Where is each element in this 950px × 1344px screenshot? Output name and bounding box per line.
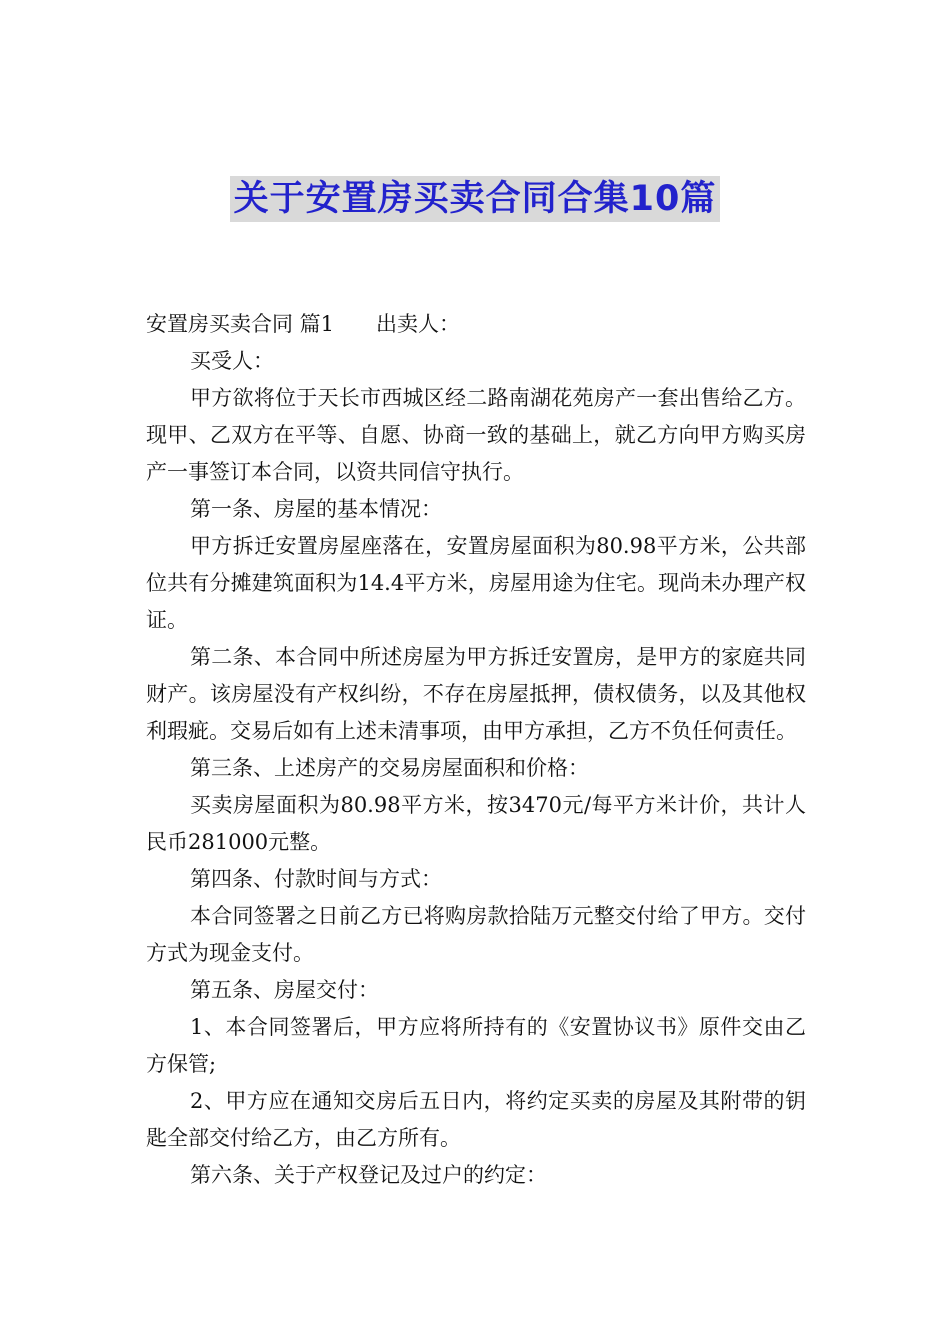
article-4-heading: 第四条、付款时间与方式： — [190, 867, 442, 891]
article-5-heading: 第五条、房屋交付： — [190, 978, 379, 1002]
title-container — [0, 176, 950, 222]
document-title: 关于安置房买卖合同合集10篇 — [230, 176, 721, 222]
contract-heading: 安置房买卖合同 篇1 — [146, 312, 335, 336]
article-2-body: 第二条、本合同中所述房屋为甲方拆迁安置房，是甲方的家庭共同财产。该房屋没有产权纠纷，不存在房屋抵押，债权债务，以及其他权利瑕疵。交易后如有上述未清事项，由甲方承担，乙方不负任何责任。 — [146, 645, 806, 743]
article-3-heading: 第三条、上述房产的交易房屋面积和价格： — [190, 756, 589, 780]
paragraph-intro: 甲方欲将位于天长市西城区经二路南湖花苑房产一套出售给乙方。现甲、乙双方在平等、自愿、协商一致的基础上，就乙方向甲方购买房产一事签订本合同，以资共同信守执行。 — [146, 386, 806, 484]
article-3-body: 买卖房屋面积为80.98平方米，按3470元/每平方米计价，共计人民币281000元整。 — [146, 793, 806, 854]
article-1-heading: 第一条、房屋的基本情况： — [190, 497, 442, 521]
contract-heading-line — [146, 306, 806, 343]
article-4-body: 本合同签署之日前乙方已将购房款拾陆万元整交付给了甲方。交付方式为现金支付。 — [146, 904, 806, 965]
article-5-item-1: 1、本合同签署后，甲方应将所持有的《安置协议书》原件交由乙方保管; — [146, 1015, 806, 1076]
article-6-heading: 第六条、关于产权登记及过户的约定： — [190, 1163, 547, 1187]
seller-label: 出卖人： — [376, 312, 461, 336]
article-5-item-2: 2、甲方应在通知交房后五日内，将约定买卖的房屋及其附带的钥匙全部交付给乙方，由乙方所有。 — [146, 1089, 806, 1150]
contract-body — [146, 306, 806, 1194]
buyer-label: 买受人： — [190, 349, 274, 373]
buyer-line — [146, 343, 806, 380]
article-1-body: 甲方拆迁安置房屋座落在，安置房屋面积为80.98平方米，公共部位共有分摊建筑面积为14.4平方米，房屋用途为住宅。现尚未办理产权证。 — [146, 534, 806, 632]
